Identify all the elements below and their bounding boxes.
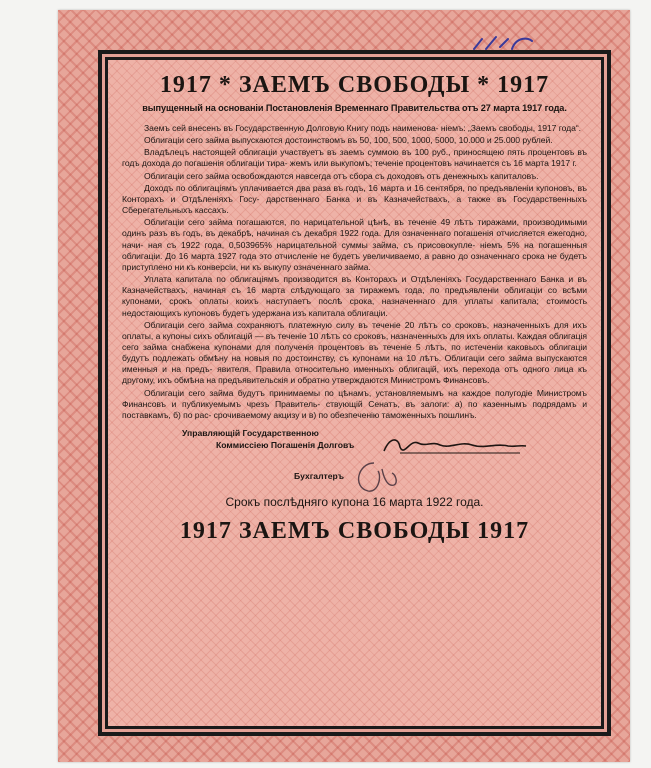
header-title: 1917 * ЗАЕМЪ СВОБОДЫ * 1917 — [159, 72, 550, 98]
paragraph: Облигаціи сего займа выпускаются достоинствомъ въ 50, 100, 500, 1000, 5000, 10.000 и 25.000 рублей. — [144, 135, 553, 146]
paragraph: Облигаціи сего займа освобождаются навсегда отъ сбора съ доходовъ отъ денежныхъ капиталовъ. — [144, 170, 539, 181]
terms-body — [122, 123, 587, 421]
signatory-title-line: Коммиссіею Погашенія Долговъ — [216, 440, 355, 451]
paragraph: Уплата капитала по облигаціямъ производится въ Конторахъ и Отдѣленіяхъ Государственнаго Банка и въ Казначействахъ, начиная съ 16 марта слѣдующаго за тиражемъ года, по предъявленіи облигаціи со всѣми купонами, срокъ оплаты коихъ наступаетъ послѣ срока, назначеннаго для уплаты капитала; стоимость недостающихъ купоновъ будетъ удержана изъ капитала облигаціи. — [122, 274, 587, 318]
paragraph: Облигаціи сего займа будутъ принимаемы по цѣнамъ, установляемымъ на каждое полугодіе Министромъ Финансовъ и публикуемымъ чрезъ Правитель- ствующій Сенатъ, въ залоги: а) по казеннымъ подрядамъ и поставкамъ, б) по рас- срочиваемому акцизу и в) по обезпеченію таможенныхъ пошлинъ. — [122, 387, 587, 420]
director-signature-image — [380, 433, 530, 459]
paragraph: Владѣлецъ настоящей облигаціи участвуетъ въ заемъ суммою въ 100 руб., приносящею пять процентовъ въ годъ дохода до погашенія облигаціи тира- жемъ или выкупомъ; теченіе процентовъ начинается съ 16 марта 1917 г. — [122, 147, 587, 169]
header-subtitle: выпущенный на основаніи Постановленія Временнаго Правительства отъ 27 марта 1917 года. — [142, 103, 567, 113]
accountant-label: Бухгалтеръ — [294, 471, 345, 482]
paragraph: Облигаціи сего займа погашаются, по нарицательной цѣнѣ, въ теченіе 49 лѣтъ тиражами, производимыми одинъ разъ въ годъ, въ декабрѣ, начиная съ декабря 1922 года. Для означеннаго погашенія отчисляется ежегодно, начи- ная съ 1922 года, 0,503965% нарицательной суммы займа, съ присовокупле- ніемъ 5% на погашенныя облигаціи. До 16 марта 1927 года это отчисленіе не будетъ увеличиваемо, а равно до означеннаго срока не будетъ приступлено ни къ конверсіи, ни къ выкупу означеннаго займа. — [122, 217, 587, 272]
signature-block — [122, 427, 587, 491]
greek-key-frame — [98, 50, 611, 736]
signatory-title — [182, 427, 354, 451]
signatory-title-line: Управляющій Государственною — [182, 428, 319, 439]
footer-title: 1917 ЗАЕМЪ СВОБОДЫ 1917 — [179, 518, 530, 545]
paragraph: Облигаціи сего займа сохраняютъ платежную силу въ теченіе 20 лѣтъ со сроковъ, назначенныхъ для ихъ оплаты, а купоны сихъ облигацій — въ теченіе 10 лѣтъ со сроковъ, назначенныхъ для ихъ оплаты. Каждая облигація сего займа снабжена купонами для полученія процентовъ въ теченіе 5 лѣтъ, по истеченіи каковыхъ облигаціи будутъ подлежать обмѣну на новыя по достоинству, съ купонами на 10 лѣтъ. Облигаціи сего займа выпускаются именныя и на предъ- явителя. Правила относительно именныхъ облигацій, ихъ перехода отъ одного лица къ другому, ихъ обмѣна на предъявительскія и обратно утверждаются Министромъ Финансовъ. — [122, 319, 587, 386]
paragraph: Доходъ по облигаціямъ уплачивается два раза въ годъ, 16 марта и 16 сентября, по предъявленіи купоновъ, въ Конторахъ и Отдѣленіяхъ Госу- дарственнаго Банка и въ Казначействахъ, а также въ Государственныхъ Сберегательныхъ кассахъ. — [122, 182, 587, 216]
text-panel — [108, 60, 601, 726]
paragraph: Заемъ сей внесенъ въ Государственную Долговую Книгу подъ наименова- ніемъ: „Заемъ свободы, 1917 года“. — [144, 123, 581, 133]
coupon-deadline: Срокъ послѣдняго купона 16 марта 1922 года. — [225, 495, 484, 510]
accountant-signature-image — [344, 457, 404, 497]
